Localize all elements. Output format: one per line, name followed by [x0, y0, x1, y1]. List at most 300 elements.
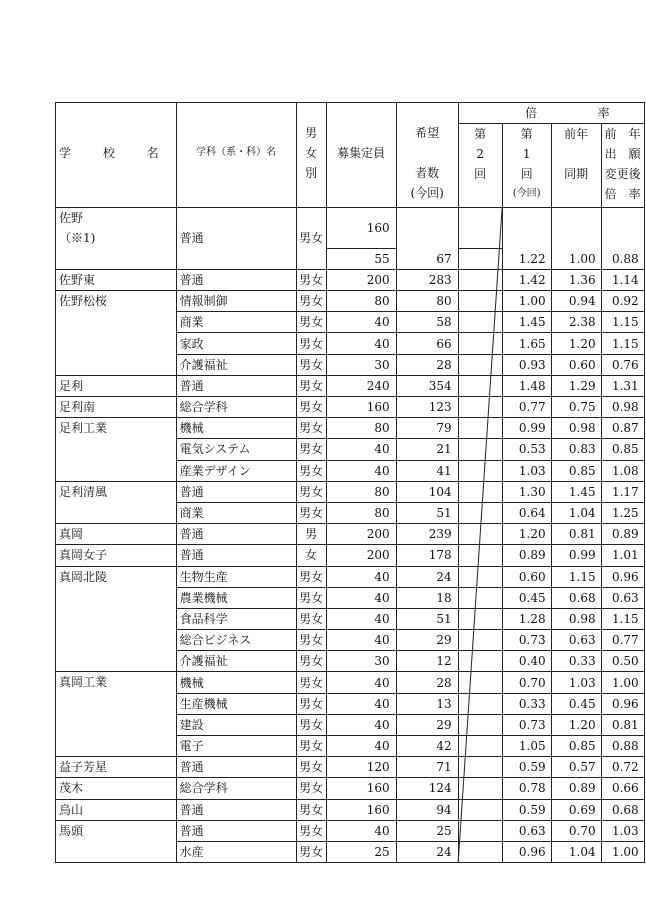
department-cell: 普通 [176, 208, 296, 249]
round2-ratio-cell [458, 502, 502, 523]
applicants-cell: 29 [396, 630, 458, 651]
department-cell: 普通 [176, 481, 296, 502]
round2-ratio-cell [458, 333, 502, 354]
capacity-cell: 120 [326, 757, 396, 778]
header-applicants-line: 希望 [415, 126, 440, 140]
department-cell: 総合学科 [176, 397, 296, 418]
round1-ratio-cell: 0.40 [502, 651, 551, 672]
prev-change-ratio-cell: 0.63 [601, 587, 644, 608]
round1-ratio-cell: 1.00 [502, 291, 551, 312]
prev-year-ratio-cell: 1.45 [551, 481, 601, 502]
applicants-cell: 18 [396, 587, 458, 608]
round1-ratio-cell: 0.60 [502, 566, 551, 587]
department-cell: 電気システム [176, 439, 296, 460]
applicants-cell: 41 [396, 460, 458, 481]
round1-ratio-cell: 0.73 [502, 630, 551, 651]
header-round1-line: 回 [520, 167, 533, 182]
school-name-cell: 茂木 [56, 778, 177, 799]
school-name-cell: 足利清風 [56, 481, 177, 502]
round1-ratio-cell: 1.22 [502, 248, 551, 269]
header-round2-line: 回 [474, 167, 487, 182]
prev-year-ratio-cell: 2.38 [551, 312, 601, 333]
table-row [56, 291, 645, 312]
applicants-cell: 124 [396, 778, 458, 799]
applicants-cell: 58 [396, 312, 458, 333]
round1-ratio-cell: 1.20 [502, 524, 551, 545]
prev-year-ratio-cell: 0.70 [551, 820, 601, 841]
department-cell: 普通 [176, 375, 296, 396]
round2-ratio-cell [458, 397, 502, 418]
gender-cell: 男 [296, 524, 326, 545]
gender-cell: 男女 [296, 757, 326, 778]
applicants-cell: 28 [396, 354, 458, 375]
capacity-cell: 40 [326, 460, 396, 481]
department-cell: 商業 [176, 312, 296, 333]
school-name-cell [56, 736, 177, 757]
prev-year-ratio-cell: 0.94 [551, 291, 601, 312]
table-row [56, 693, 645, 714]
round2-ratio-cell [458, 778, 502, 799]
header-ratio-group-left: 倍 [458, 103, 551, 124]
applicants-cell: 94 [396, 799, 458, 820]
gender-cell [296, 248, 326, 269]
gender-cell: 男女 [296, 820, 326, 841]
application-ratio-table [55, 102, 645, 863]
prev-year-ratio-cell: 0.45 [551, 693, 601, 714]
round2-ratio-cell [458, 481, 502, 502]
round1-ratio-cell: 0.70 [502, 672, 551, 693]
prev-year-ratio-cell: 0.85 [551, 460, 601, 481]
table-row [56, 248, 645, 269]
prev-year-ratio-cell: 0.69 [551, 799, 601, 820]
round1-ratio-cell: 0.59 [502, 757, 551, 778]
prev-change-ratio-cell: 0.96 [601, 693, 644, 714]
round1-ratio-cell: 0.93 [502, 354, 551, 375]
gender-cell: 男女 [296, 502, 326, 523]
applicants-cell: 79 [396, 418, 458, 439]
prev-change-ratio-cell: 1.15 [601, 608, 644, 629]
gender-cell: 女 [296, 545, 326, 566]
department-cell: 電子 [176, 736, 296, 757]
header-applicants [396, 103, 458, 208]
round1-ratio-cell: 0.77 [502, 397, 551, 418]
capacity-cell: 40 [326, 693, 396, 714]
school-name-cell [56, 460, 177, 481]
capacity-cell: 200 [326, 545, 396, 566]
header-school-name: 学 校 名 [56, 103, 177, 208]
prev-year-ratio-cell: 1.04 [551, 502, 601, 523]
table-row [56, 608, 645, 629]
table-row [56, 481, 645, 502]
prev-change-ratio-cell [601, 208, 644, 249]
department-cell: 建設 [176, 714, 296, 735]
header-prev-change-line: 前 年 [604, 127, 641, 142]
department-cell: 食品科学 [176, 608, 296, 629]
school-name-cell [56, 439, 177, 460]
prev-year-ratio-cell: 1.15 [551, 566, 601, 587]
capacity-cell: 160 [326, 208, 396, 249]
round2-ratio-cell [458, 630, 502, 651]
gender-cell: 男女 [296, 841, 326, 862]
prev-change-ratio-cell: 0.89 [601, 524, 644, 545]
round2-ratio-cell [458, 460, 502, 481]
round1-ratio-cell: 0.45 [502, 587, 551, 608]
prev-change-ratio-cell: 0.96 [601, 566, 644, 587]
gender-cell: 男女 [296, 693, 326, 714]
gender-cell: 男女 [296, 587, 326, 608]
prev-change-ratio-cell: 0.88 [601, 736, 644, 757]
round2-ratio-cell [458, 587, 502, 608]
round1-ratio-cell: 0.89 [502, 545, 551, 566]
header-prev-year-line: 同期 [564, 167, 589, 182]
prev-change-ratio-cell: 0.92 [601, 291, 644, 312]
department-cell [176, 248, 296, 269]
round2-ratio-cell [458, 312, 502, 333]
table-row [56, 524, 645, 545]
round1-ratio-cell: 0.96 [502, 841, 551, 862]
department-cell: 総合ビジネス [176, 630, 296, 651]
table-row [56, 269, 645, 290]
header-round2-line: 第 [474, 127, 487, 142]
prev-year-ratio-cell: 0.98 [551, 608, 601, 629]
school-name-cell: 佐野 （※1) [56, 208, 177, 249]
school-name-cell [56, 630, 177, 651]
header-gender-line: 男 [305, 126, 318, 140]
applicants-cell: 80 [396, 291, 458, 312]
round1-ratio-cell: 0.73 [502, 714, 551, 735]
capacity-cell: 40 [326, 630, 396, 651]
round1-ratio-cell: 1.45 [502, 312, 551, 333]
prev-year-ratio-cell: 0.75 [551, 397, 601, 418]
prev-year-ratio-cell: 1.04 [551, 841, 601, 862]
table-row [56, 841, 645, 862]
prev-change-ratio-cell: 1.14 [601, 269, 644, 290]
school-name-cell: 佐野松桜 [56, 291, 177, 312]
header-round2 [458, 124, 502, 208]
gender-cell: 男女 [296, 736, 326, 757]
department-cell: 普通 [176, 820, 296, 841]
school-name-cell [56, 502, 177, 523]
prev-year-ratio-cell: 0.63 [551, 630, 601, 651]
applicants-cell: 51 [396, 502, 458, 523]
school-name-cell: 益子芳星 [56, 757, 177, 778]
school-name-cell [56, 693, 177, 714]
table-row [56, 672, 645, 693]
school-name-cell: 馬頭 [56, 820, 177, 841]
capacity-cell: 200 [326, 269, 396, 290]
round2-ratio-cell [458, 651, 502, 672]
capacity-cell: 80 [326, 481, 396, 502]
school-name-cell: 足利南 [56, 397, 177, 418]
header-prev-change [601, 124, 644, 208]
table-row [56, 333, 645, 354]
table-row [56, 460, 645, 481]
prev-change-ratio-cell: 0.81 [601, 714, 644, 735]
applicants-cell: 71 [396, 757, 458, 778]
header-gender [296, 103, 326, 208]
applicants-cell: 239 [396, 524, 458, 545]
prev-change-ratio-cell: 1.08 [601, 460, 644, 481]
gender-cell: 男女 [296, 333, 326, 354]
round1-ratio-cell: 1.05 [502, 736, 551, 757]
applicants-cell: 13 [396, 693, 458, 714]
prev-change-ratio-cell: 0.72 [601, 757, 644, 778]
gender-cell: 男女 [296, 418, 326, 439]
round1-ratio-cell: 0.33 [502, 693, 551, 714]
prev-change-ratio-cell: 0.76 [601, 354, 644, 375]
applicants-cell: 123 [396, 397, 458, 418]
prev-change-ratio-cell: 1.25 [601, 502, 644, 523]
applicants-cell: 28 [396, 672, 458, 693]
department-cell: 水産 [176, 841, 296, 862]
gender-cell: 男女 [296, 778, 326, 799]
table-row [56, 799, 645, 820]
header-round2-line: 2 [476, 147, 484, 162]
table-row [56, 736, 645, 757]
round2-ratio-cell [458, 757, 502, 778]
applicants-cell: 354 [396, 375, 458, 396]
round1-ratio-cell: 1.03 [502, 460, 551, 481]
applicants-cell: 29 [396, 714, 458, 735]
header-department: 学科（系・科）名 [176, 103, 296, 208]
round2-ratio-cell [458, 841, 502, 862]
round2-ratio-cell [458, 439, 502, 460]
capacity-cell: 40 [326, 736, 396, 757]
header-round1-line: (今回) [512, 188, 541, 200]
table-row [56, 566, 645, 587]
prev-year-ratio-cell: 1.20 [551, 714, 601, 735]
gender-cell: 男女 [296, 460, 326, 481]
gender-cell: 男女 [296, 208, 326, 249]
table-row [56, 502, 645, 523]
table-row [56, 778, 645, 799]
prev-change-ratio-cell: 0.85 [601, 439, 644, 460]
table-row [56, 630, 645, 651]
department-cell: 生産機械 [176, 693, 296, 714]
department-cell: 商業 [176, 502, 296, 523]
capacity-cell: 80 [326, 502, 396, 523]
prev-year-ratio-cell: 1.36 [551, 269, 601, 290]
department-cell: 情報制御 [176, 291, 296, 312]
round1-ratio-cell: 1.48 [502, 375, 551, 396]
round2-ratio-cell [458, 608, 502, 629]
school-name-cell: 真岡 [56, 524, 177, 545]
header-applicants-line [400, 143, 455, 163]
gender-cell: 男女 [296, 630, 326, 651]
applicants-cell: 24 [396, 566, 458, 587]
gender-cell: 男女 [296, 799, 326, 820]
capacity-cell: 40 [326, 820, 396, 841]
header-prev-year [551, 124, 601, 208]
prev-change-ratio-cell: 0.77 [601, 630, 644, 651]
round1-ratio-cell: 0.63 [502, 820, 551, 841]
round2-ratio-cell [458, 714, 502, 735]
round2-ratio-cell [458, 208, 502, 249]
capacity-cell: 40 [326, 672, 396, 693]
applicants-cell: 25 [396, 820, 458, 841]
header-round1-line: 1 [522, 147, 531, 162]
table-row [56, 208, 645, 249]
gender-cell: 男女 [296, 354, 326, 375]
round1-ratio-cell: 0.64 [502, 502, 551, 523]
prev-year-ratio-cell: 0.68 [551, 587, 601, 608]
capacity-cell: 240 [326, 375, 396, 396]
header-round1 [502, 124, 551, 208]
department-cell: 介護福祉 [176, 651, 296, 672]
gender-cell: 男女 [296, 291, 326, 312]
header-prev-change-line: 出 願 [604, 147, 641, 162]
school-name-cell: 烏山 [56, 799, 177, 820]
school-name-cell: 足利 [56, 375, 177, 396]
table-row [56, 820, 645, 841]
gender-cell: 男女 [296, 672, 326, 693]
prev-year-ratio-cell: 0.89 [551, 778, 601, 799]
round2-ratio-cell [458, 566, 502, 587]
department-cell: 普通 [176, 524, 296, 545]
round2-ratio-cell [458, 524, 502, 545]
department-cell: 生物生産 [176, 566, 296, 587]
prev-change-ratio-cell: 1.15 [601, 333, 644, 354]
round2-ratio-cell [458, 799, 502, 820]
capacity-cell: 40 [326, 714, 396, 735]
prev-year-ratio-cell: 0.98 [551, 418, 601, 439]
header-round1-line: 第 [520, 127, 533, 142]
prev-change-ratio-cell: 1.01 [601, 545, 644, 566]
prev-year-ratio-cell: 0.81 [551, 524, 601, 545]
capacity-cell: 40 [326, 608, 396, 629]
applicants-cell: 12 [396, 651, 458, 672]
header-applicants-line: (今回) [410, 186, 444, 200]
applicants-cell: 24 [396, 841, 458, 862]
department-cell: 普通 [176, 757, 296, 778]
capacity-cell: 40 [326, 587, 396, 608]
round1-ratio-cell: 0.78 [502, 778, 551, 799]
prev-change-ratio-cell: 0.98 [601, 397, 644, 418]
prev-year-ratio-cell: 0.83 [551, 439, 601, 460]
capacity-cell: 40 [326, 566, 396, 587]
gender-cell: 男女 [296, 375, 326, 396]
school-name-cell: 真岡工業 [56, 672, 177, 693]
header-prev-year-line [555, 144, 598, 164]
header-prev-change-line: 倍 率 [604, 187, 641, 202]
round2-ratio-cell [458, 375, 502, 396]
application-ratio-document [55, 102, 645, 863]
gender-cell: 男女 [296, 269, 326, 290]
applicants-cell [396, 208, 458, 249]
capacity-cell: 30 [326, 354, 396, 375]
department-cell: 総合学科 [176, 778, 296, 799]
round2-ratio-cell [458, 269, 502, 290]
capacity-cell: 55 [326, 248, 396, 269]
school-name-cell: 佐野東 [56, 269, 177, 290]
school-name-cell [56, 841, 177, 862]
school-name-cell: 真岡北陵 [56, 566, 177, 587]
applicants-cell: 67 [396, 248, 458, 269]
prev-change-ratio-cell: 1.31 [601, 375, 644, 396]
round1-ratio-cell: 1.28 [502, 608, 551, 629]
capacity-cell: 200 [326, 524, 396, 545]
table-row [56, 418, 645, 439]
prev-change-ratio-cell: 1.00 [601, 841, 644, 862]
header-gender-line: 別 [305, 166, 318, 180]
gender-cell: 男女 [296, 566, 326, 587]
school-name-cell [56, 608, 177, 629]
header-prev-year-line: 前年 [564, 127, 589, 142]
capacity-cell: 40 [326, 312, 396, 333]
department-cell: 介護福祉 [176, 354, 296, 375]
round1-ratio-cell: 0.99 [502, 418, 551, 439]
header-capacity: 募集定員 [326, 103, 396, 208]
school-name-cell [56, 333, 177, 354]
round1-ratio-cell: 1.65 [502, 333, 551, 354]
prev-change-ratio-cell: 1.15 [601, 312, 644, 333]
department-cell: 機械 [176, 672, 296, 693]
prev-year-ratio-cell: 1.03 [551, 672, 601, 693]
header-prev-change-line: 変更後 [604, 167, 641, 182]
prev-year-ratio-cell: 0.60 [551, 354, 601, 375]
department-cell: 普通 [176, 799, 296, 820]
department-cell: 機械 [176, 418, 296, 439]
department-cell: 普通 [176, 269, 296, 290]
school-name-cell [56, 651, 177, 672]
prev-year-ratio-cell: 0.57 [551, 757, 601, 778]
header-ratio-group-right: 率 [551, 103, 644, 124]
prev-year-ratio-cell: 1.29 [551, 375, 601, 396]
gender-cell: 男女 [296, 714, 326, 735]
round2-ratio-cell [458, 693, 502, 714]
school-name-cell [56, 714, 177, 735]
round1-ratio-cell [502, 208, 551, 249]
school-name-cell: 足利工業 [56, 418, 177, 439]
table-row [56, 651, 645, 672]
school-name-cell [56, 354, 177, 375]
department-cell: 普通 [176, 545, 296, 566]
gender-cell: 男女 [296, 439, 326, 460]
capacity-cell: 80 [326, 291, 396, 312]
gender-cell: 男女 [296, 312, 326, 333]
applicants-cell: 283 [396, 269, 458, 290]
prev-change-ratio-cell: 0.88 [601, 248, 644, 269]
gender-cell: 男女 [296, 651, 326, 672]
prev-year-ratio-cell: 0.99 [551, 545, 601, 566]
capacity-cell: 160 [326, 397, 396, 418]
table-row [56, 375, 645, 396]
applicants-cell: 42 [396, 736, 458, 757]
round2-ratio-cell [458, 820, 502, 841]
prev-change-ratio-cell: 0.87 [601, 418, 644, 439]
school-name-cell: 真岡女子 [56, 545, 177, 566]
prev-year-ratio-cell: 0.85 [551, 736, 601, 757]
round1-ratio-cell: 1.30 [502, 481, 551, 502]
table-row [56, 439, 645, 460]
school-name-cell [56, 248, 177, 269]
table-row [56, 587, 645, 608]
round2-ratio-cell [458, 291, 502, 312]
applicants-cell: 178 [396, 545, 458, 566]
prev-change-ratio-cell: 1.00 [601, 672, 644, 693]
prev-year-ratio-cell: 0.33 [551, 651, 601, 672]
table-row [56, 354, 645, 375]
school-name-cell [56, 312, 177, 333]
applicants-cell: 104 [396, 481, 458, 502]
table-row [56, 757, 645, 778]
round1-ratio-cell: 0.59 [502, 799, 551, 820]
prev-year-ratio-cell [551, 208, 601, 249]
capacity-cell: 80 [326, 418, 396, 439]
prev-change-ratio-cell: 1.03 [601, 820, 644, 841]
prev-change-ratio-cell: 0.50 [601, 651, 644, 672]
applicants-cell: 66 [396, 333, 458, 354]
